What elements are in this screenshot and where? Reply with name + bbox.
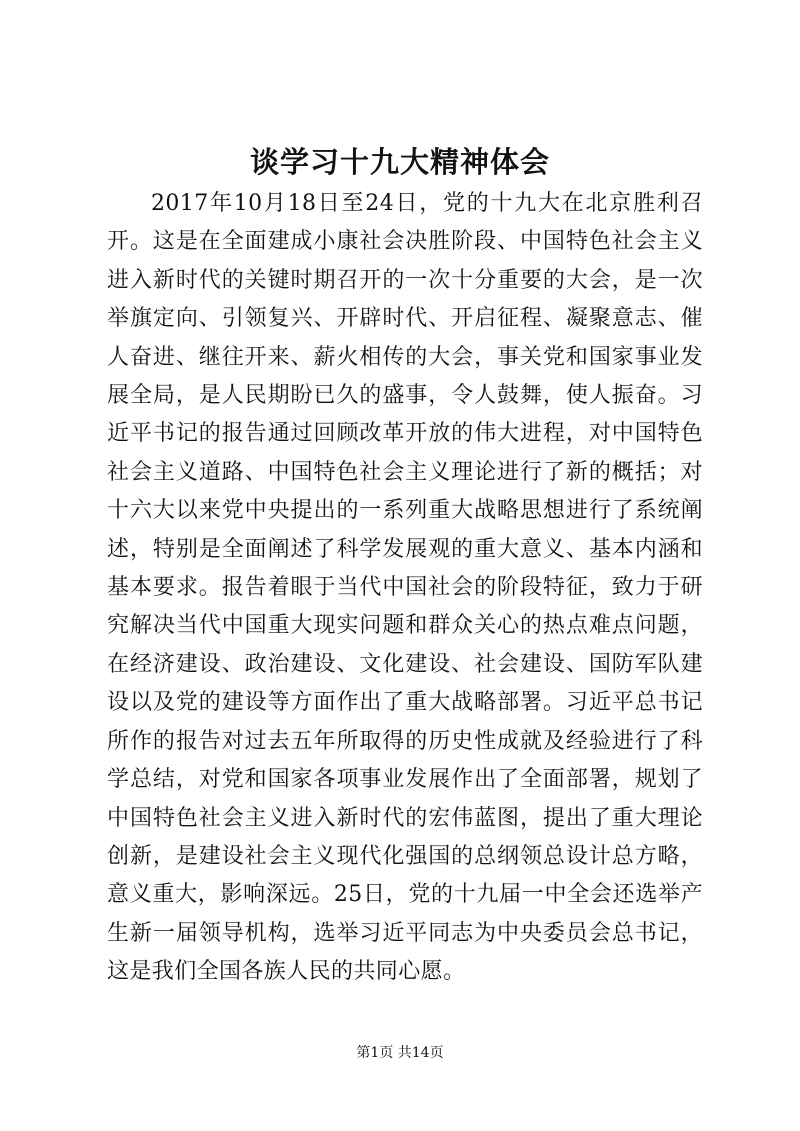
document-title: 谈学习十九大精神体会 <box>249 145 550 179</box>
body-paragraph: 2017年10月18日至24日，党的十九大在北京胜利召开。这是在全面建成小康社会决胜阶段、中国特色社会主义进入新时代的关键时期召开的一次十分重要的大会，是一次举旗定向、引领复兴、开辟时代、开启征程、凝聚意志、催人奋进、继往开来、薪火相传的大会，事关党和国家事业发展全局，是人民期盼已久的盛事，令人鼓舞，使人振奋。习近平书记的报告通过回顾改革开放的伟大进程，对中国特色社会主义道路、中国特色社会主义理论进行了新的概括；对十六大以来党中央提出的一系列重大战略思想进行了系统阐述，特别是全面阐述了科学发展观的重大意义、基本内涵和基本要求。报告着眼于当代中国社会的阶段特征，致力于研究解决当代中国重大现实问题和群众关心的热点难点问题，在经济建设、政治建设、文化建设、社会建设、国防军队建设以及党的建设等方面作出了重大战略部署。习近平总书记所作的报告对过去五年所取得的历史性成就及经验进行了科学总结，对党和国家各项事业发展作出了全面部署，规划了中国特色社会主义进入新时代的宏伟蓝图，提出了重大理论创新，是建设社会主义现代化强国的总纲领总设计总方略，意义重大，影响深远。25日，党的十九届一中全会还选举产生新一届领导机构，选举习近平同志为中央委员会总书记，这是我们全国各族人民的共同心愿。 <box>107 191 703 985</box>
page-footer: 第1页 共14页 <box>356 1045 444 1061</box>
